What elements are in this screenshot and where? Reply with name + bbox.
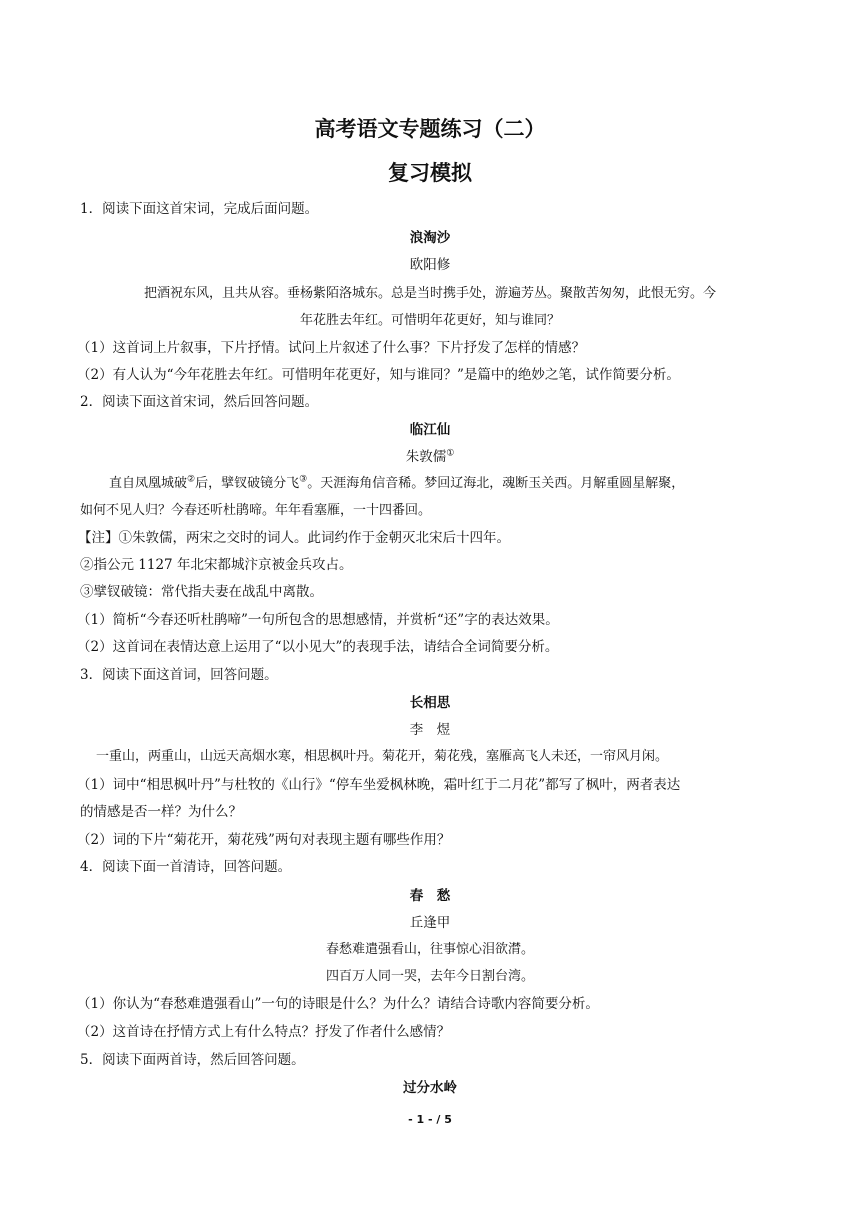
q2-poem-line-1-part-a: 直自凤凰城破 xyxy=(109,476,188,491)
page-title: 高考语文专题练习（二） xyxy=(314,117,546,141)
q2-sub-question-1: （1）简析“今春还听杜鹃啼”一句所包含的思想感情，并赏析“还”字的表达效果。 xyxy=(77,612,559,628)
q1-sub-question-2: （2）有人认为“今年花胜去年红。可惜明年花更好，知与谁同？”是篇中的绝妙之笔，试作简要分析。 xyxy=(77,367,680,383)
q4-author: 丘逢甲 xyxy=(409,915,451,931)
q4-sub-question-1: （1）你认为“春愁难遣强看山”一句的诗眼是什么？为什么？请结合诗歌内容简要分析。 xyxy=(77,996,599,1012)
q4-prompt: 4．阅读下面一首清诗，回答问题。 xyxy=(80,859,292,875)
q4-poem-line-1: 春愁难遣强看山，往事惊心泪欲潸。 xyxy=(325,942,534,957)
q2-sub-question-2: （2）这首词在表情达意上运用了“以小见大”的表现手法，请结合全词简要分析。 xyxy=(77,639,559,655)
q4-poem-title: 春 愁 xyxy=(409,888,451,904)
page-subtitle: 复习模拟 xyxy=(388,161,472,185)
q3-sub-question-2: （2）词的下片“菊花开，菊花残”两句对表现主题有哪些作用？ xyxy=(77,832,451,848)
q5-poem-title: 过分水岭 xyxy=(403,1080,457,1096)
page-number: - 1 - / 5 xyxy=(408,1113,452,1126)
q1-sub-question-1: （1）这首词上片叙事，下片抒情。试问上片叙述了什么事？下片抒发了怎样的情感？ xyxy=(77,340,586,356)
q2-poem-note-ref-3: ③ xyxy=(299,474,308,485)
q4-poem-line-2: 四百万人同一哭，去年今日割台湾。 xyxy=(325,969,534,984)
q1-poem-line-1: 把酒祝东风，且共从容。垂杨紫陌洛城东。总是当时携手处，游遍芳丛。聚散苦匆匆，此恨无穷。今 xyxy=(143,286,716,301)
q3-prompt: 3．阅读下面这首词，回答问题。 xyxy=(80,667,278,683)
q3-sub-question-1-line-1: （1）词中“相思枫叶丹”与杜牧的《山行》“停车坐爱枫林晚，霜叶红于二月花”都写了枫叶，两者表达 xyxy=(77,777,681,793)
q1-author: 欧阳修 xyxy=(409,257,451,273)
q2-author-name: 朱敦儒 xyxy=(405,449,447,465)
q2-poem-title: 临江仙 xyxy=(409,422,451,438)
q5-prompt: 5．阅读下面两首诗，然后回答问题。 xyxy=(80,1052,305,1068)
q2-poem-line-1 xyxy=(109,474,684,494)
q1-poem-line-2: 年花胜去年红。可惜明年花更好，知与谁同？ xyxy=(299,313,560,328)
q3-poem-title: 长相思 xyxy=(409,695,451,711)
q2-poem-line-2: 如何不见人归？今春还听杜鹃啼。年年看塞雁，一十四番回。 xyxy=(80,503,432,518)
q4-sub-question-2: （2）这首诗在抒情方式上有什么特点？抒发了作者什么感情？ xyxy=(77,1024,451,1040)
q2-author-note: ① xyxy=(446,448,455,459)
q2-poem-line-1-part-b: 后，擘钗破镜分飞 xyxy=(195,476,300,491)
q2-note-1: 【注】①朱敦儒，两宋之交时的词人。此词约作于金朝灭北宋后十四年。 xyxy=(78,530,510,546)
q2-note-2: ②指公元 1127 年北宋都城汴京被金兵攻占。 xyxy=(80,557,353,573)
q3-sub-question-1-line-2: 的情感是否一样？为什么？ xyxy=(80,804,242,820)
q2-note-3: ③擘钗破镜：常代指夫妻在战乱中离散。 xyxy=(80,584,323,600)
q1-poem-title: 浪淘沙 xyxy=(409,230,451,246)
q3-poem-line-1: 一重山，两重山，山远天高烟水寒，相思枫叶丹。菊花开，菊花残，塞雁高飞人未还，一帘风月闲。 xyxy=(96,749,669,764)
q3-author: 李 煜 xyxy=(409,722,451,738)
q1-prompt: 1．阅读下面这首宋词，完成后面问题。 xyxy=(80,201,319,217)
q2-prompt: 2．阅读下面这首宋词，然后回答问题。 xyxy=(80,394,319,410)
q2-poem-line-1-part-c: 。天涯海角信音稀。梦回辽海北，魂断玉关西。月解重圆星解聚， xyxy=(307,476,685,491)
q2-poem-note-ref-2: ② xyxy=(187,474,196,485)
q2-author xyxy=(0,447,860,467)
